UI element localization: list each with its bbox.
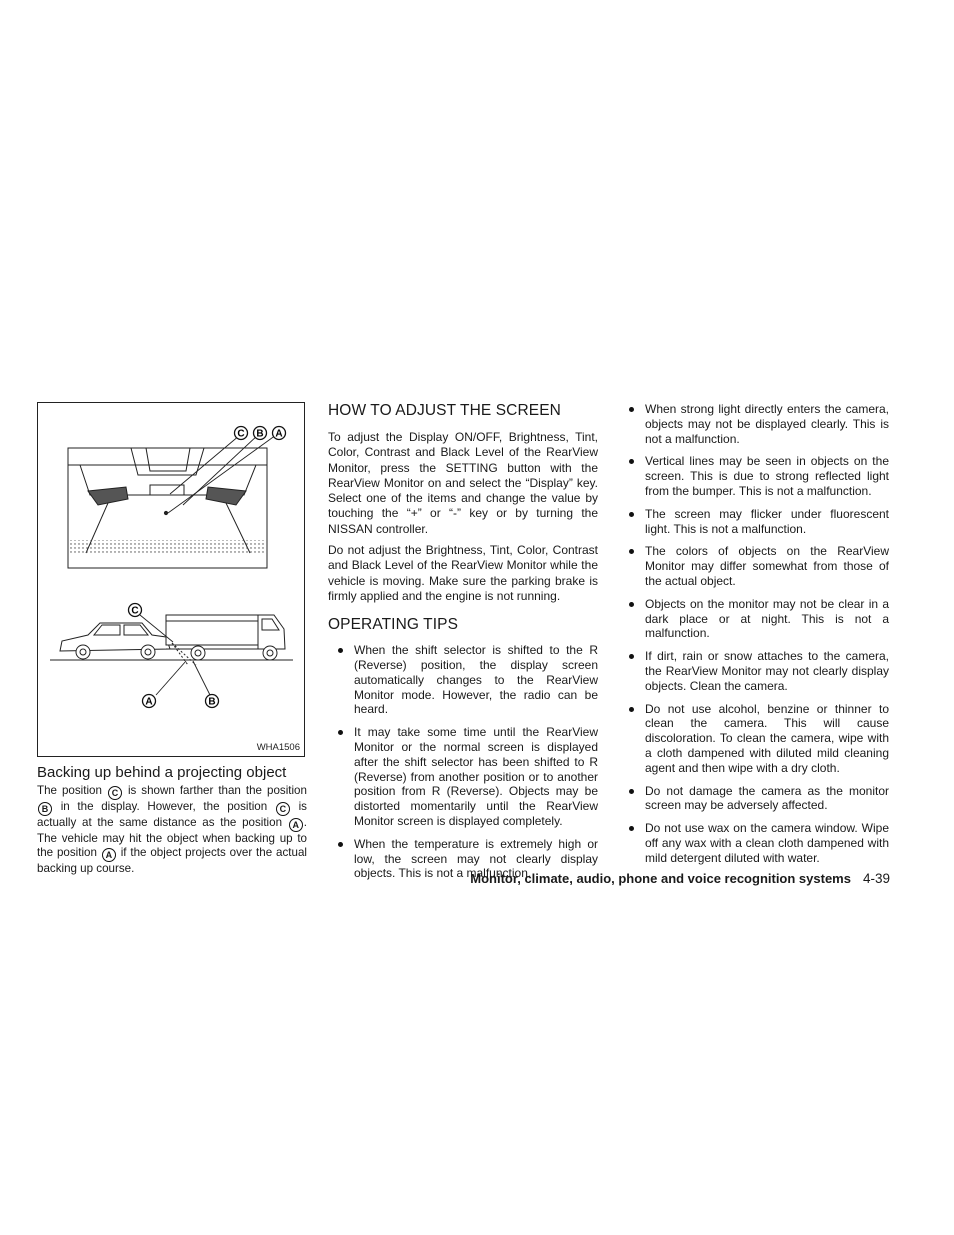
- tip-item: If dirt, rain or snow attaches to the camera, the RearView Monitor may not clearly display objects. Clean the camera.: [626, 649, 889, 693]
- circled-label-a: A: [102, 848, 116, 862]
- subheading-projecting-object: Backing up behind a projecting object: [37, 764, 287, 781]
- figure-code: WHA1506: [256, 742, 300, 753]
- tip-item: It may take some time until the RearView Monitor or the normal screen is displayed after the shift selector has been shifted to R (Reverse) from another position or to another position from R (Reverse). Objects may be distorted momentarily until the RearView Monitor screen is displayed completely.: [328, 725, 598, 829]
- tip-item: Do not use alcohol, benzine or thinner to clean the camera. This will cause discoloration. To clean the camera, wipe with a cloth dampened with diluted mild cleaning agent and then wipe with a dry cloth.: [626, 702, 889, 776]
- circled-label-b: B: [38, 802, 52, 816]
- label-a-side: A: [145, 696, 153, 708]
- text-run: is shown farther than the position: [127, 784, 307, 797]
- page-footer: [330, 871, 890, 886]
- tip-item: Do not use wax on the camera window. Wipe off any wax with a clean cloth dampened with mild detergent diluted with water.: [626, 821, 889, 865]
- text-run: is actually at the same distance as the position: [37, 800, 307, 829]
- tip-item: The colors of objects on the RearView Monitor may differ somewhat from those of the actual object.: [626, 544, 889, 588]
- rearview-diagram: [38, 403, 306, 758]
- tip-item: When the temperature is extremely high or low, the screen may not clearly display objects. This is not a malfunction.: [328, 837, 598, 881]
- adjust-screen-paragraph-1: To adjust the Display ON/OFF, Brightness, Tint, Color, Contrast and Black Level of the RearView Monitor, press the SETTING button with the RearView Monitor on and select the “Display” key. Select one of the items and change the value by touching the “+” or “-” key or by turning the NISSAN controller.: [328, 430, 598, 536]
- tip-item: When the shift selector is shifted to the R (Reverse) position, the display screen automatically changes to the RearView Monitor mode. However, the radio can be heard.: [328, 643, 598, 717]
- label-b-top: B: [256, 428, 264, 440]
- circled-label-a: A: [289, 818, 303, 832]
- top-labels: [235, 427, 286, 440]
- heading-operating-tips: OPERATING TIPS: [328, 616, 459, 634]
- right-column: [626, 402, 889, 874]
- text-run: The position: [37, 784, 102, 797]
- circled-label-c: C: [276, 802, 290, 816]
- tip-item: The screen may flicker under fluorescent light. This is not a malfunction.: [626, 507, 889, 537]
- label-a-top: A: [275, 428, 283, 440]
- text-run: . The vehicle may hit the object when backing up to the position: [37, 816, 307, 859]
- projecting-object-text: [37, 784, 307, 875]
- label-c-side: C: [131, 605, 139, 617]
- middle-column: [328, 402, 598, 889]
- operating-tips-list-continued: [626, 402, 889, 866]
- side-view: [50, 615, 293, 665]
- page-number: 4-39: [862, 871, 890, 886]
- circled-label-c: C: [108, 786, 122, 800]
- tip-item: Vertical lines may be seen in objects on the screen. This is due to strong reflected light from the bumper. This is not a malfunction.: [626, 454, 889, 498]
- rearview-figure: [37, 402, 305, 757]
- label-b-side: B: [208, 696, 216, 708]
- monitor-view: [68, 448, 267, 568]
- tip-item: Objects on the monitor may not be clear in a dark place or at night. This is not a malfunction.: [626, 597, 889, 641]
- tip-item: Do not damage the camera as the monitor screen may be adversely affected.: [626, 784, 889, 814]
- heading-adjust-screen: HOW TO ADJUST THE SCREEN: [328, 402, 561, 419]
- left-column: [37, 402, 307, 875]
- tip-item: When strong light directly enters the camera, objects may not be displayed clearly. This is not a malfunction.: [626, 402, 889, 446]
- label-c-top: C: [237, 428, 245, 440]
- projecting-object-paragraph: [37, 784, 307, 875]
- text-run: if the object projects over the actual backing up course.: [37, 845, 307, 875]
- text-run: in the display. However, the position: [60, 800, 268, 813]
- adjust-screen-paragraph-2: Do not adjust the Brightness, Tint, Color, Contrast and Black Level of the RearView Monitor while the vehicle is moving. Make sure the parking brake is firmly applied and the engine is not running.: [328, 543, 598, 603]
- operating-tips-list: [328, 643, 598, 881]
- footer-section-title: Monitor, climate, audio, phone and voice recognition systems: [470, 871, 851, 886]
